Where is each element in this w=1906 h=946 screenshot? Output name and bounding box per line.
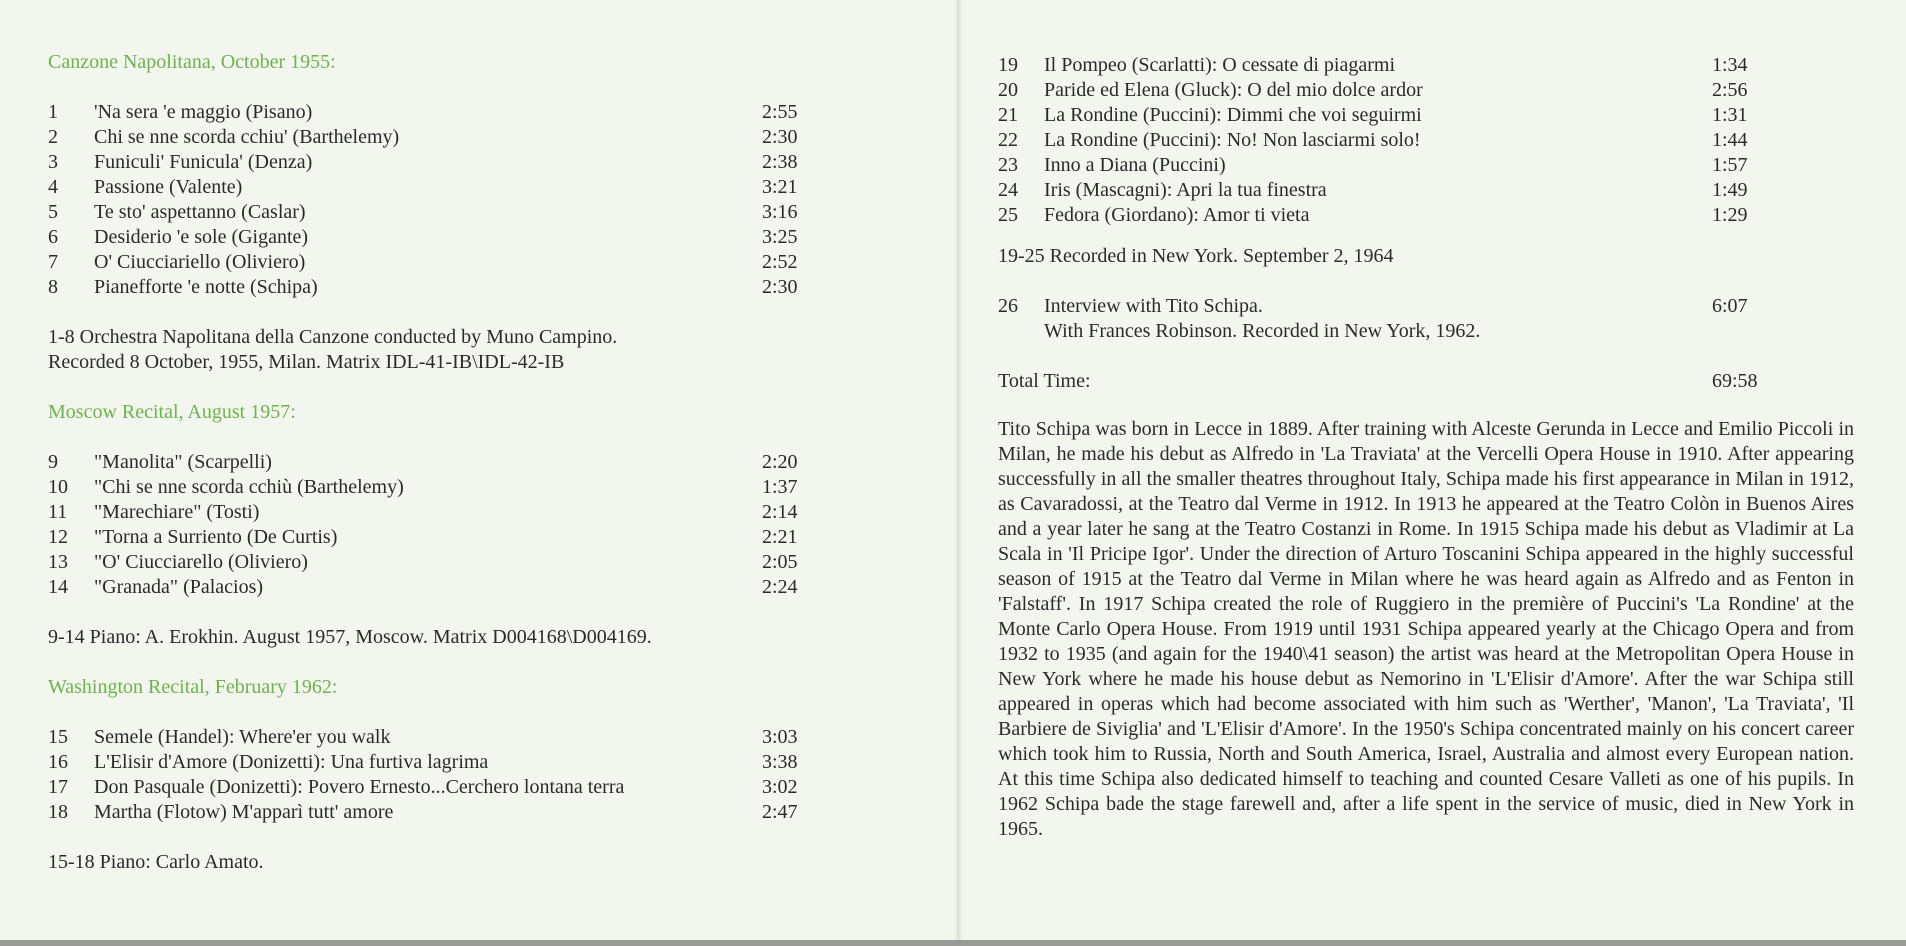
track-row xyxy=(48,200,798,225)
track-title: Passione (Valente) xyxy=(94,176,243,198)
track-duration: 2:47 xyxy=(762,801,798,823)
track-row xyxy=(48,750,798,775)
track-row xyxy=(48,175,798,200)
track-number: 21 xyxy=(998,104,1018,126)
recording-note: 1-8 Orchestra Napolitana della Canzone conducted by Muno Campino. xyxy=(48,326,618,348)
track-row xyxy=(998,153,1854,178)
track-duration: 3:16 xyxy=(762,201,798,223)
track-title: "Marechiare" (Tosti) xyxy=(94,501,260,523)
track-duration: 2:05 xyxy=(762,551,798,573)
track-duration: 1:31 xyxy=(1712,104,1748,126)
scan-edge xyxy=(0,940,1906,946)
track-duration: 1:34 xyxy=(1712,54,1748,76)
track-number: 25 xyxy=(998,204,1018,226)
track-number: 26 xyxy=(998,295,1018,317)
track-duration: 1:37 xyxy=(762,476,798,498)
recording-note: 19-25 Recorded in New York. September 2, 1964 xyxy=(998,245,1394,267)
track-title: Funiculi' Funicula' (Denza) xyxy=(94,151,313,173)
track-duration: 3:02 xyxy=(762,776,798,798)
track-row xyxy=(48,450,798,475)
track-title: Inno a Diana (Puccini) xyxy=(1044,154,1226,176)
right-page xyxy=(998,0,1854,940)
track-number: 20 xyxy=(998,79,1018,101)
track-row xyxy=(48,525,798,550)
track-duration: 3:21 xyxy=(762,176,798,198)
recording-note: Recorded 8 October, 1955, Milan. Matrix IDL-41-IB\IDL-42-IB xyxy=(48,351,565,373)
section-heading: Canzone Napolitana, October 1955: xyxy=(48,51,336,73)
total-time-row xyxy=(998,369,1854,394)
track-row xyxy=(48,225,798,250)
total-time-label: Total Time: xyxy=(998,370,1091,392)
track-row xyxy=(998,203,1854,228)
track-duration: 3:03 xyxy=(762,726,798,748)
track-number: 4 xyxy=(48,176,58,198)
track-number: 19 xyxy=(998,54,1018,76)
track-title: La Rondine (Puccini): Dimmi che voi seguirmi xyxy=(1044,104,1422,126)
track-title: "Granada" (Palacios) xyxy=(94,576,264,598)
track-title: O' Ciucciariello (Oliviero) xyxy=(94,251,306,273)
track-title: Il Pompeo (Scarlatti): O cessate di piagarmi xyxy=(1044,54,1396,76)
track-number: 24 xyxy=(998,179,1018,201)
track-duration: 2:38 xyxy=(762,151,798,173)
interview-subtitle: With Frances Robinson. Recorded in New York, 1962. xyxy=(1044,320,1481,342)
biography: Tito Schipa was born in Lecce in 1889. After training with Alceste Gerunda in Lecce and Emilio Piccoli in Milan, he made his debut as Alfredo in 'La Traviata' at the Vercelli Opera House in 1910. After appearing successfully in all the smaller theatres throughout Italy, Schipa made his first appearance in Milan in 1912, as Cavaradossi, at the Teatro dal Verme in 1912. In 1913 he appeared at the Teatro Colòn in Buenos Aires and a year later he sang at the Teatro Costanzi in Rome. In 1915 Schipa made his debut as Vladimir at La Scala in 'Il Pricipe Igor'. Under the direction of Arturo Toscanini Schipa appeared in the highly successful season of 1915 at the Teatro dal Verme in Milan where he was heard again as Alfredo and as Fenton in 'Falstaff'. In 1917 Schipa created the role of Ruggiero in the première of Puccini's 'La Rondine' at the Monte Carlo Opera House. From 1919 until 1931 Schipa appeared yearly at the Chicago Opera and from 1932 to 1935 (and again for the 1940\41 season) the artist was heard at the Metropolitan Opera House in New York where he made his house debut as Nemorino in 'L'Elisir d'Amore'. After the war Schipa still appeared in operas which had become associated with him such as 'Werther', 'Manon', 'La Traviata', 'Il Barbiere de Siviglia' and 'L'Elisir d'Amore'. In the 1950's Schipa concentrated mainly on his concert career which took him to Russia, North and South America, Israel, Australia and almost every European nation. At this time Schipa also dedicated himself to teaching and counted Cesare Valleti as one of his pupils. In 1962 Schipa bade the stage farewell and, after a life spent in the service of music, died in New York in 1965. xyxy=(998,418,1854,840)
track-title: Pianefforte 'e notte (Schipa) xyxy=(94,276,318,298)
track-number: 7 xyxy=(48,251,58,273)
track-number: 17 xyxy=(48,776,68,798)
track-row xyxy=(48,775,798,800)
track-number: 18 xyxy=(48,801,68,823)
track-number: 13 xyxy=(48,551,68,573)
track-row xyxy=(48,575,798,600)
track-title: Martha (Flotow) M'apparì tutt' amore xyxy=(94,801,394,823)
recording-note: 9-14 Piano: A. Erokhin. August 1957, Moscow. Matrix D004168\D004169. xyxy=(48,626,652,648)
track-title: "O' Ciucciarello (Oliviero) xyxy=(94,551,308,573)
track-title: La Rondine (Puccini): No! Non lasciarmi solo! xyxy=(1044,129,1421,151)
track-duration: 2:20 xyxy=(762,451,798,473)
track-title: Chi se nne scorda cchiu' (Barthelemy) xyxy=(94,126,400,148)
track-number: 11 xyxy=(48,501,68,523)
track-number: 14 xyxy=(48,576,68,598)
track-row xyxy=(998,178,1854,203)
track-duration: 2:24 xyxy=(762,576,798,598)
interview-subtitle-row xyxy=(998,319,1854,344)
track-row xyxy=(48,250,798,275)
track-title: Iris (Mascagni): Apri la tua finestra xyxy=(1044,179,1327,201)
interview-row xyxy=(998,294,1854,319)
track-title: 'Na sera 'e maggio (Pisano) xyxy=(94,101,313,123)
track-title: L'Elisir d'Amore (Donizetti): Una furtiva lagrima xyxy=(94,751,489,773)
track-number: 12 xyxy=(48,526,68,548)
track-duration: 2:30 xyxy=(762,126,798,148)
track-duration: 6:07 xyxy=(1712,295,1748,317)
track-row xyxy=(48,275,798,300)
track-row xyxy=(998,53,1854,78)
track-duration: 2:55 xyxy=(762,101,798,123)
track-duration: 1:57 xyxy=(1712,154,1748,176)
track-row xyxy=(48,500,798,525)
track-duration: 2:21 xyxy=(762,526,798,548)
track-title: Don Pasquale (Donizetti): Povero Ernesto...Cerchero lontana terra xyxy=(94,776,625,798)
track-row xyxy=(998,78,1854,103)
page-fold xyxy=(955,0,963,940)
total-time-value: 69:58 xyxy=(1712,370,1758,392)
track-duration: 1:49 xyxy=(1712,179,1748,201)
track-title: Semele (Handel): Where'er you walk xyxy=(94,726,391,748)
track-row xyxy=(48,125,798,150)
track-title: "Chi se nne scorda cchiù (Barthelemy) xyxy=(94,476,404,498)
track-number: 16 xyxy=(48,751,68,773)
track-number: 5 xyxy=(48,201,58,223)
track-row xyxy=(48,725,798,750)
track-title: Fedora (Giordano): Amor ti vieta xyxy=(1044,204,1310,226)
section-moscow xyxy=(48,400,798,650)
track-number: 9 xyxy=(48,451,58,473)
recording-note: 15-18 Piano: Carlo Amato. xyxy=(48,851,264,873)
track-duration: 2:30 xyxy=(762,276,798,298)
track-title: "Torna a Surriento (De Curtis) xyxy=(94,526,338,548)
section-canzone xyxy=(48,50,798,375)
section-heading: Washington Recital, February 1962: xyxy=(48,676,338,698)
track-title: Paride ed Elena (Gluck): O del mio dolce ardor xyxy=(1044,79,1423,101)
track-number: 3 xyxy=(48,151,58,173)
track-duration: 3:25 xyxy=(762,226,798,248)
track-number: 8 xyxy=(48,276,58,298)
track-row xyxy=(48,150,798,175)
track-title: Te sto' aspettanno (Caslar) xyxy=(94,201,306,223)
track-number: 15 xyxy=(48,726,68,748)
track-title: "Manolita" (Scarpelli) xyxy=(94,451,272,473)
track-duration: 3:38 xyxy=(762,751,798,773)
track-row xyxy=(48,550,798,575)
track-duration: 1:44 xyxy=(1712,129,1748,151)
track-number: 2 xyxy=(48,126,58,148)
track-row xyxy=(48,100,798,125)
track-title: Interview with Tito Schipa. xyxy=(1044,295,1263,317)
section-heading: Moscow Recital, August 1957: xyxy=(48,401,296,423)
track-duration: 2:14 xyxy=(762,501,798,523)
track-duration: 1:29 xyxy=(1712,204,1748,226)
left-page xyxy=(48,0,808,940)
track-number: 6 xyxy=(48,226,58,248)
track-duration: 2:56 xyxy=(1712,79,1748,101)
track-duration: 2:52 xyxy=(762,251,798,273)
track-number: 22 xyxy=(998,129,1018,151)
section-washington xyxy=(48,675,798,875)
track-number: 1 xyxy=(48,101,58,123)
track-row xyxy=(48,800,798,825)
tracklist-continued xyxy=(998,53,1854,842)
track-row xyxy=(48,475,798,500)
track-title: Desiderio 'e sole (Gigante) xyxy=(94,226,309,248)
track-row xyxy=(998,128,1854,153)
track-number: 10 xyxy=(48,476,68,498)
track-row xyxy=(998,103,1854,128)
track-number: 23 xyxy=(998,154,1018,176)
